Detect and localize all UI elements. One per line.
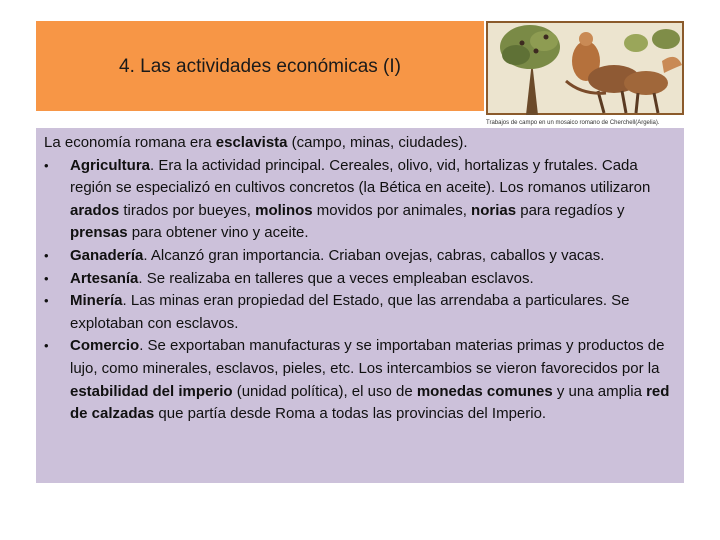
list-item-mineria: • Minería. Las minas eran propiedad del Estado, que las arrendaba a particulares. Se explotaban con esclavos. [44, 292, 630, 332]
list-item-agricultura: • Agricultura. Era la actividad principal. Cereales, olivo, vid, hortalizas y frutales. Cada región se especializó en cultivos concretos (la Bética en aceite). Los romanos utilizaron arados tirados por bueyes, molinos movidos por animales, norias para regadíos y prensas para obtener vino y aceite. [44, 156, 651, 242]
bullet-icon: • [44, 338, 49, 354]
bullet-icon: • [44, 247, 49, 263]
bullet-icon: • [44, 270, 49, 286]
slide-title: 4. Las actividades económicas (I) [119, 56, 401, 77]
title-box [36, 21, 484, 111]
list-item-comercio: • Comercio. Se exportaban manufacturas y se importaban materias primas y productos de lujo, como minerales, esclavos, pieles, etc. Los intercambios se vieron favorecidos por la estabilidad del imperio (unidad política), el uso de monedas comunes y una amplia red de calzadas que partía desde Roma a todas las provincias del Imperio. [44, 337, 670, 423]
mosaic-image [486, 21, 684, 115]
bullet-icon: • [44, 157, 49, 173]
mosaic-picture [486, 21, 684, 115]
list-item-artesania: • Artesanía. Se realizaba en talleres que a veces empleaban esclavos. [44, 268, 676, 291]
content-text [44, 132, 676, 426]
bullet-icon: • [44, 293, 49, 309]
intro-paragraph: La economía romana era esclavista (campo, minas, ciudades). [44, 134, 468, 151]
list-item-ganaderia: • Ganadería. Alcanzó gran importancia. Criaban ovejas, cabras, caballos y vacas. [44, 245, 676, 268]
content-box [36, 128, 684, 483]
activity-list [44, 155, 676, 426]
image-caption: Trabajos de campo en un mosaico romano de Cherchell(Argelia). [486, 120, 660, 126]
